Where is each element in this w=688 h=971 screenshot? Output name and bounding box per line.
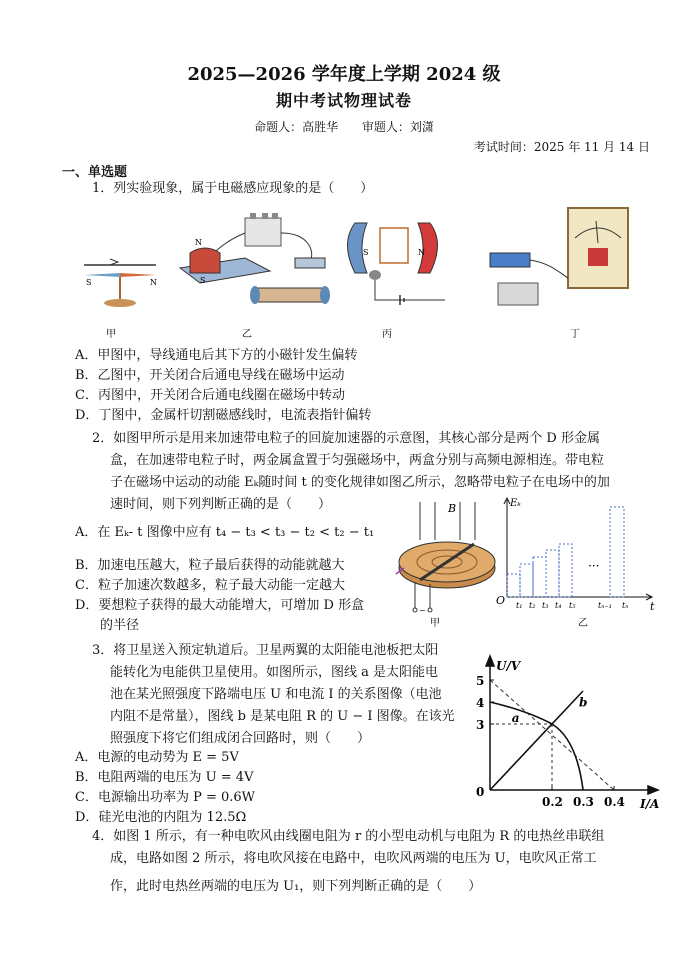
q2-option-a: A．在 Eₖ- t 图像中应有 t₄ − t₃ < t₃ − t₂ < t₂ − t₁ [75,525,375,540]
q2-stem-line4: 速时间，则下列判断正确的是（ ） [110,497,332,512]
exam-title-line1: 2025—2026 学年度上学期 2024 级 [187,64,501,85]
q1-option-a: A．甲图中，导线通电后其下方的小磁针发生偏转 [75,348,358,363]
svg-text:N: N [418,248,425,257]
q4-stem-line2: 成，电路如图 2 所示，将电吹风接在电路中，电吹风两端的电压为 U，电吹风正常工 [110,851,597,866]
tick-tn: tₙ [622,601,629,610]
q4-stem-line1: 4．如图 1 所示，有一种电吹风由线圈电阻为 r 的小型电动机与电阻为 R 的电热丝串联组 [92,829,605,844]
x-tick-0.2: 0.2 [542,795,563,809]
q3-ui-chart [460,650,670,812]
fig-label-yi: 乙 [242,329,252,340]
exam-title-line2: 期中考试物理试卷 [275,91,412,110]
q3-option-d: D．硅光电池的内阻为 12.5Ω [75,810,247,825]
fig-label-bing: 丙 [382,329,392,340]
q3-stem-line4: 内阻不是常量），图线 b 是某电阻 R 的 U − I 图像。在该光 [110,709,455,724]
x-tick-0.4: 0.4 [604,795,625,809]
series-a-curve [490,702,583,790]
graph-origin: O [496,594,506,607]
svg-text:N: N [195,238,202,247]
svg-text:S: S [200,276,206,285]
q3-stem-line2: 能转化为电能供卫星使用。如图所示，图线 a 是太阳能电 [110,665,439,680]
svg-text:S: S [86,278,92,287]
b-field-label: B [448,502,457,515]
fig-ding-galvanometer [490,208,628,340]
q1-option-b: B．乙图中，开关闭合后通电导线在磁场中运动 [75,368,345,383]
tick-t2: t₂ [529,601,536,610]
section-title: 一、单选题 [62,165,128,180]
ek-axis-label: Eₖ [510,498,521,509]
q3-stem-line5: 照强度下将它们组成闭合回路时，则（ ） [110,731,371,746]
q1-figures [70,203,650,343]
q3-plot-area [490,680,614,790]
setter: 命题人：高胜华 [254,120,339,134]
q2-stem-line1: 2．如图甲所示是用来加速带电粒子的回旋加速器的示意图，其核心部分是两个 D 形金属 [92,431,600,446]
q2-option-d-cont: 的半径 [100,618,140,633]
q2-stem-line3: 子在磁场中运动的动能 Eₖ随时间 t 的变化规律如图乙所示，忽略带电粒子在电场中的加 [110,475,610,490]
i-axis-label: I/A [640,797,660,811]
q2-cyclotron-figure [390,500,505,628]
q1-option-c: C．丙图中，开关闭合后通电线圈在磁场中转动 [75,388,345,403]
q3-option-b: B．电阻两端的电压为 U = 4V [75,770,254,785]
svg-text:~: ~ [419,606,426,615]
tick-t3: t₃ [542,601,549,610]
exam-time: 考试时间：2025 年 11 月 14 日 [473,140,650,154]
q3-option-c: C．电源输出功率为 P = 0.6W [75,790,256,805]
q3-stem-line1: 3．将卫星送入预定轨道后。卫星两翼的太阳能电池板把太阳 [92,643,439,658]
fig-yi-rails [180,213,330,340]
q2-ek-t-graph [492,492,662,630]
q1-stem: 1．列实验现象，属于电磁感应现象的是（ ） [92,181,374,196]
svg-text:S: S [363,248,369,257]
chart-origin: 0 [476,785,485,799]
tick-t5: t₅ [569,601,576,610]
graph-ellipsis: ··· [588,559,600,573]
y-tick-3: 3 [476,718,485,732]
q2-option-d: D．要想粒子获得的最大动能增大，可增加 D 形盒 [75,598,365,613]
q1-option-d: D．丁图中，金属杆切割磁感线时，电流表指针偏转 [75,408,372,423]
tick-t1: t₁ [516,601,523,610]
tick-tn-1: tₙ₋₁ [598,601,612,610]
reviewer: 审题人：刘潇 [361,120,434,134]
q2-stem-line2: 盒，在加速带电粒子时，两金属盒置于匀强磁场中，两盒分别与高频电源相连。带电粒 [110,453,605,468]
u-axis-label: U/V [496,659,521,673]
fig-label-jia: 甲 [106,329,116,340]
tick-t4: t₄ [555,601,562,610]
fig-jia-compass [84,259,157,340]
series-b-label: b [579,695,588,710]
authors-line [0,118,688,135]
q3-option-a: A．电源的电动势为 E = 5V [75,750,239,765]
y-tick-5: 5 [476,674,485,688]
series-a-label: a [511,710,520,725]
q2-option-c: C．粒子加速次数越多，粒子最大动能一定越大 [75,578,345,593]
q2-fig-label-jia: 甲 [430,618,440,628]
q2-fig-label-yi: 乙 [578,618,588,629]
svg-text:N: N [150,278,157,287]
y-tick-4: 4 [476,696,485,710]
fig-bing-motor [348,223,446,340]
q2-option-b: B．加速电压越大，粒子最后获得的动能就越大 [75,558,345,573]
t-axis-label: t [650,600,655,613]
fig-label-ding: 丁 [570,329,580,340]
q4-stem-line3: 作，此时电热丝两端的电压为 U₁，则下列判断正确的是（ ） [110,879,482,894]
q3-stem-line3: 池在某光照强度下路端电压 U 和电流 I 的关系图像（电池 [110,687,442,702]
x-tick-0.3: 0.3 [573,795,594,809]
